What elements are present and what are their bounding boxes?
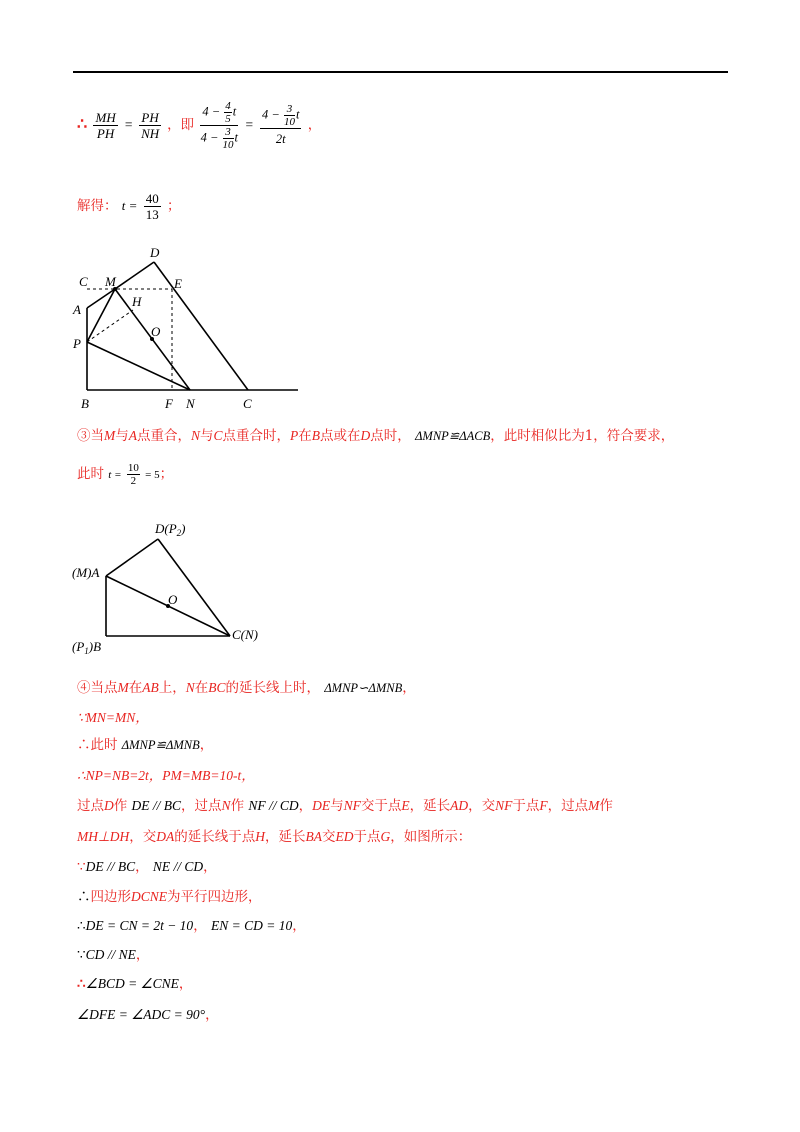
equals-sign: = bbox=[124, 117, 134, 132]
frac-num: PH bbox=[141, 110, 159, 125]
var: AB bbox=[142, 680, 159, 695]
label-C2: C bbox=[243, 396, 252, 411]
frac-num: 3 bbox=[284, 103, 295, 116]
frac-num: 4 bbox=[225, 100, 231, 112]
because-symbol: ∵ bbox=[77, 947, 86, 963]
case4-line10 bbox=[77, 943, 149, 963]
frac-den: 10 bbox=[222, 139, 234, 151]
big-right-frac bbox=[260, 103, 301, 149]
text: ， bbox=[292, 918, 306, 934]
big-left-num bbox=[200, 100, 238, 126]
therefore-symbol: ∴ bbox=[77, 918, 86, 934]
text: 四边形 bbox=[90, 889, 131, 905]
text: 作 bbox=[230, 798, 245, 814]
semicolon: ； bbox=[159, 466, 174, 482]
therefore-symbol: ∴ bbox=[77, 114, 88, 133]
semicolon: ； bbox=[167, 198, 181, 214]
label-P1B: $(P_1)B$ bbox=[72, 639, 102, 656]
big-right-den: 2t bbox=[275, 131, 286, 146]
text: 过点 bbox=[77, 798, 104, 814]
label-P: P bbox=[73, 336, 81, 351]
text: ， bbox=[193, 918, 207, 934]
ratio-line bbox=[77, 100, 321, 151]
case4-line12 bbox=[77, 1003, 219, 1023]
var: BC bbox=[208, 680, 226, 695]
equals-sign: = bbox=[244, 117, 254, 132]
figure-1 bbox=[70, 240, 310, 415]
label-N: N bbox=[186, 396, 195, 411]
label-B: B bbox=[81, 396, 89, 411]
text: ，过点 bbox=[547, 798, 589, 814]
text: 的延长线于点 bbox=[174, 829, 256, 845]
var: M bbox=[104, 428, 116, 443]
congruence-expr: ΔMNP≌ΔMNB bbox=[121, 738, 200, 752]
var: N bbox=[185, 680, 195, 695]
var: P bbox=[290, 428, 299, 443]
frac-den: 5 bbox=[225, 113, 231, 125]
text: ，交 bbox=[129, 829, 157, 845]
var: B bbox=[311, 428, 321, 443]
text: 交 bbox=[322, 829, 336, 845]
header-rule bbox=[73, 71, 728, 73]
case4-line4: ∴NP=NB=2t，PM=MB=10-t， bbox=[77, 768, 255, 783]
case3-t-line bbox=[77, 462, 173, 487]
case4-line2: ∵MN=MN， bbox=[77, 710, 149, 725]
text: 作 bbox=[113, 798, 128, 814]
var: NF bbox=[343, 798, 361, 813]
term: 4 − bbox=[202, 104, 221, 119]
solve-lhs: t = bbox=[121, 198, 138, 213]
figure-2 bbox=[68, 518, 288, 658]
frac-num: 10 bbox=[127, 462, 139, 474]
parallel-expr: NE // CD bbox=[152, 859, 204, 874]
label-D: D bbox=[150, 245, 160, 260]
big-left-den bbox=[200, 126, 238, 151]
text: ③当 bbox=[77, 428, 104, 444]
text: 在 bbox=[194, 680, 209, 696]
text: 于点 bbox=[512, 798, 540, 814]
text: ④当点 bbox=[77, 680, 118, 696]
ratio-left-frac bbox=[93, 110, 117, 141]
because-symbol: ∵ bbox=[77, 859, 86, 875]
label-O: O bbox=[151, 324, 161, 339]
case4-line5 bbox=[77, 794, 613, 814]
text: 作 bbox=[599, 798, 613, 814]
var: ED bbox=[335, 829, 354, 844]
parallel-expr: NF // CD bbox=[248, 798, 299, 813]
term: 4 − bbox=[262, 106, 280, 121]
t-lhs: t = bbox=[108, 469, 122, 481]
label-A: A bbox=[73, 302, 81, 317]
text: 的延长线上时， bbox=[225, 680, 321, 696]
case4-line9 bbox=[77, 914, 306, 934]
var: MH⊥DH bbox=[77, 829, 130, 844]
text: ，过点 bbox=[181, 798, 222, 814]
therefore-symbol: ∴ bbox=[77, 889, 91, 905]
similarity-expr: ΔMNP∽ΔMNB bbox=[324, 681, 403, 695]
ratio-right-frac bbox=[139, 110, 160, 141]
case4-line6 bbox=[77, 825, 471, 845]
text: ， bbox=[205, 1007, 219, 1023]
var: M bbox=[588, 798, 600, 813]
text: 在 bbox=[298, 428, 312, 444]
text: ， bbox=[298, 798, 313, 814]
case3-line bbox=[77, 424, 674, 444]
parallel-expr: DE // BC bbox=[85, 859, 136, 874]
var: H bbox=[255, 829, 266, 844]
var: DA bbox=[156, 829, 175, 844]
var: C bbox=[213, 428, 223, 443]
frac-den: 2 bbox=[130, 475, 137, 487]
frac-den: 10 bbox=[283, 115, 295, 128]
ji-text: ，即 bbox=[167, 117, 195, 133]
equation: DE = CN = 2t − 10 bbox=[85, 918, 194, 933]
var: M bbox=[117, 680, 129, 695]
parallel-expr: CD // NE bbox=[85, 947, 136, 962]
var: D bbox=[104, 798, 114, 813]
var-t: t bbox=[232, 104, 237, 119]
var: N bbox=[191, 428, 201, 443]
text: 在 bbox=[128, 680, 143, 696]
var: NF bbox=[495, 798, 513, 813]
text: ， bbox=[199, 737, 214, 753]
text: 上， bbox=[158, 680, 186, 696]
var: N bbox=[221, 798, 231, 813]
frac-4-5 bbox=[224, 100, 232, 125]
case4-line1 bbox=[77, 676, 416, 696]
angle-equation: ∠BCD = ∠CNE bbox=[85, 976, 179, 991]
text: 点时， bbox=[370, 428, 411, 444]
solve-frac bbox=[144, 191, 161, 222]
label-C: C bbox=[79, 274, 88, 289]
therefore-symbol: ∴ bbox=[77, 976, 86, 992]
text: ， bbox=[402, 680, 416, 696]
big-right-num bbox=[260, 103, 301, 129]
var: DCNE bbox=[131, 889, 168, 904]
var: BA bbox=[305, 829, 323, 844]
congruence-expr: ΔMNP≌ΔACB bbox=[415, 429, 491, 443]
label-E: E bbox=[174, 276, 182, 291]
var: F bbox=[539, 798, 548, 813]
case4-line11 bbox=[77, 972, 192, 992]
solve-line bbox=[77, 191, 181, 222]
comma: ， bbox=[307, 117, 322, 133]
var: D bbox=[360, 428, 371, 443]
var-t: t bbox=[234, 130, 239, 145]
var: DE bbox=[312, 798, 331, 813]
parallel-expr: DE // BC bbox=[131, 798, 182, 813]
case4-line7 bbox=[77, 855, 217, 875]
label-H: H bbox=[132, 294, 142, 309]
t-frac bbox=[127, 462, 140, 487]
frac-den: 13 bbox=[145, 207, 159, 222]
frac-num: MH bbox=[95, 110, 116, 125]
big-left-frac bbox=[200, 100, 238, 151]
text: ，交 bbox=[468, 798, 496, 814]
frac-num: 3 bbox=[223, 126, 234, 139]
text: ， bbox=[135, 859, 149, 875]
text: ，如图所示： bbox=[390, 829, 472, 845]
label-DP2: $D(P_2)$ bbox=[155, 521, 186, 538]
text: 点或在 bbox=[320, 428, 361, 444]
text: ，延长 bbox=[409, 798, 451, 814]
frac-den: PH bbox=[96, 126, 115, 141]
text: 于点 bbox=[353, 829, 381, 845]
var-t: t bbox=[295, 106, 300, 121]
text: 交于点 bbox=[360, 798, 402, 814]
frac-3-10 bbox=[223, 126, 234, 151]
term: 4 − bbox=[200, 130, 219, 145]
frac-num: 40 bbox=[145, 191, 159, 206]
label-MA: (M)A bbox=[72, 565, 100, 580]
text: 此时 bbox=[77, 466, 104, 482]
var: E bbox=[401, 798, 410, 813]
text: ， bbox=[203, 859, 217, 875]
case4-line3 bbox=[77, 733, 213, 753]
text: ，此时相似比为1，符合要求， bbox=[490, 428, 675, 444]
frac-den: NH bbox=[141, 126, 160, 141]
text: 点重合时， bbox=[222, 428, 291, 444]
angle-equation: ∠DFE = ∠ADC = 90° bbox=[77, 1007, 206, 1022]
text: 与 bbox=[330, 798, 344, 814]
text: ∴此时 bbox=[77, 737, 118, 753]
var: G bbox=[380, 829, 391, 844]
text: 为平行四边形， bbox=[167, 889, 262, 905]
label-O: O bbox=[168, 592, 178, 607]
solve-label: 解得： bbox=[77, 198, 118, 214]
text: ， bbox=[178, 976, 193, 992]
frac-3-10 bbox=[284, 103, 295, 128]
var: AD bbox=[450, 798, 469, 813]
equation: EN = CD = 10 bbox=[210, 918, 293, 933]
text: 点重合， bbox=[137, 428, 191, 444]
text: ， bbox=[135, 947, 150, 963]
text: 与 bbox=[200, 428, 214, 444]
text: ，延长 bbox=[265, 829, 306, 845]
t-rhs: = 5 bbox=[145, 469, 160, 481]
var: A bbox=[128, 428, 137, 443]
case4-line8 bbox=[77, 885, 262, 905]
label-F: F bbox=[165, 396, 173, 411]
label-CN: C(N) bbox=[232, 627, 258, 642]
text: 与 bbox=[115, 428, 129, 444]
label-M: M bbox=[105, 274, 116, 289]
